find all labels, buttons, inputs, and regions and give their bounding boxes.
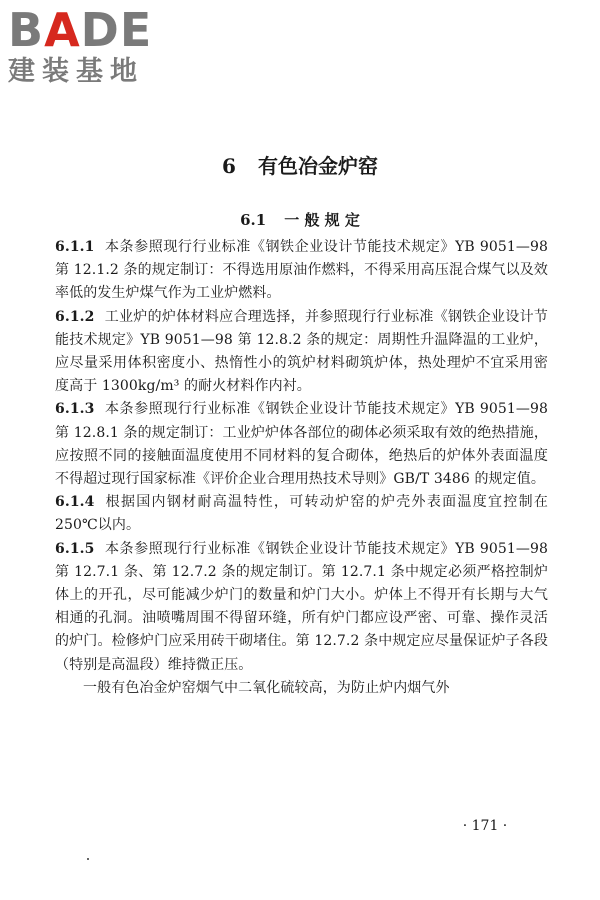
chapter-title: 有色冶金炉窑 (257, 154, 378, 178)
logo-letter: B (8, 3, 45, 57)
logo-subtitle: 建装基地 (8, 56, 144, 87)
clause-number: 6.1.3 (55, 401, 95, 418)
clause-text: 工业炉的炉体材料应合理选择，并参照现行行业标准《钢铁企业设计节能技术规定》YB 9051—98 第 12.8.2 条的规定：周期性升温降温的工业炉，应尽量采用体积密度小、热惰性小的筑炉材料砌筑炉体，热处理炉不宜采用密度高于 1300kg/m³ 的耐火材料作内衬。 (55, 308, 548, 395)
section-title: 一 般 规 定 (284, 211, 360, 229)
chapter-heading (0, 150, 600, 179)
body-text (55, 236, 548, 700)
clause-item (55, 538, 548, 677)
section-heading (0, 209, 600, 230)
clause-number: 6.1.2 (55, 308, 95, 325)
clause-number: 6.1.1 (55, 239, 95, 255)
clause-number: 6.1.5 (55, 540, 95, 557)
logo (8, 3, 178, 88)
trailing-paragraph: 一般有色冶金炉窑烟气中二氧化硫较高，为防止炉内烟气外 (83, 679, 450, 696)
clause-text: 本条参照现行行业标准《钢铁企业设计节能技术规定》YB 9051—98 第 12.8.1 条的规定制订：工业炉炉体各部位的砌体必须采取有效的绝热措施，应按照不同的接触面温度使用不同材料的复合砌体，绝热后的炉体外表面温度不得超过现行国家标准《评价企业合理用热技术导则》GB/T 3486 的规定值。 (55, 401, 548, 488)
clause-item (55, 491, 548, 537)
clause-text: 本条参照现行行业标准《钢铁企业设计节能技术规定》YB 9051—98 第 12.7.1 条、第 12.7.2 条的规定制订。第 12.7.1 条中规定必须严格控制炉体上的开孔，尽可能减少炉门的数量和炉门大小。炉体上不得开有长期与大气相通的孔洞。油喷嘴周围不得留环缝，所有炉门都应设严密、可靠、操作灵活的炉门。检修炉门应采用砖干砌堵住。第 12.7.2 条中规定应尽量保证炉子各段（特别是高温段）维持微正压。 (55, 540, 548, 673)
section-number: 6.1 (240, 211, 267, 229)
clause-text: 本条参照现行行业标准《钢铁企业设计节能技术规定》YB 9051—98 第 12.1.2 条的规定制订：不得选用原油作燃料，不得采用高压混合煤气以及效率低的发生炉煤气作为工业炉燃料。 (55, 239, 548, 302)
logo-letter: A (44, 3, 81, 57)
clause-text: 根据国内钢材耐高温特性，可转动炉窑的炉壳外表面温度宜控制在 250℃以内。 (55, 494, 548, 534)
clause-item (55, 306, 548, 399)
clause-number: 6.1.4 (55, 494, 95, 511)
logo-letter: D (80, 3, 120, 57)
page-number: · 171 · (462, 818, 508, 834)
clause-item (55, 236, 548, 306)
logo-letter: E (119, 3, 153, 57)
scan-speck (87, 858, 89, 860)
logo-mark (8, 3, 178, 57)
chapter-number: 6 (222, 154, 236, 178)
clause-item (55, 398, 548, 491)
